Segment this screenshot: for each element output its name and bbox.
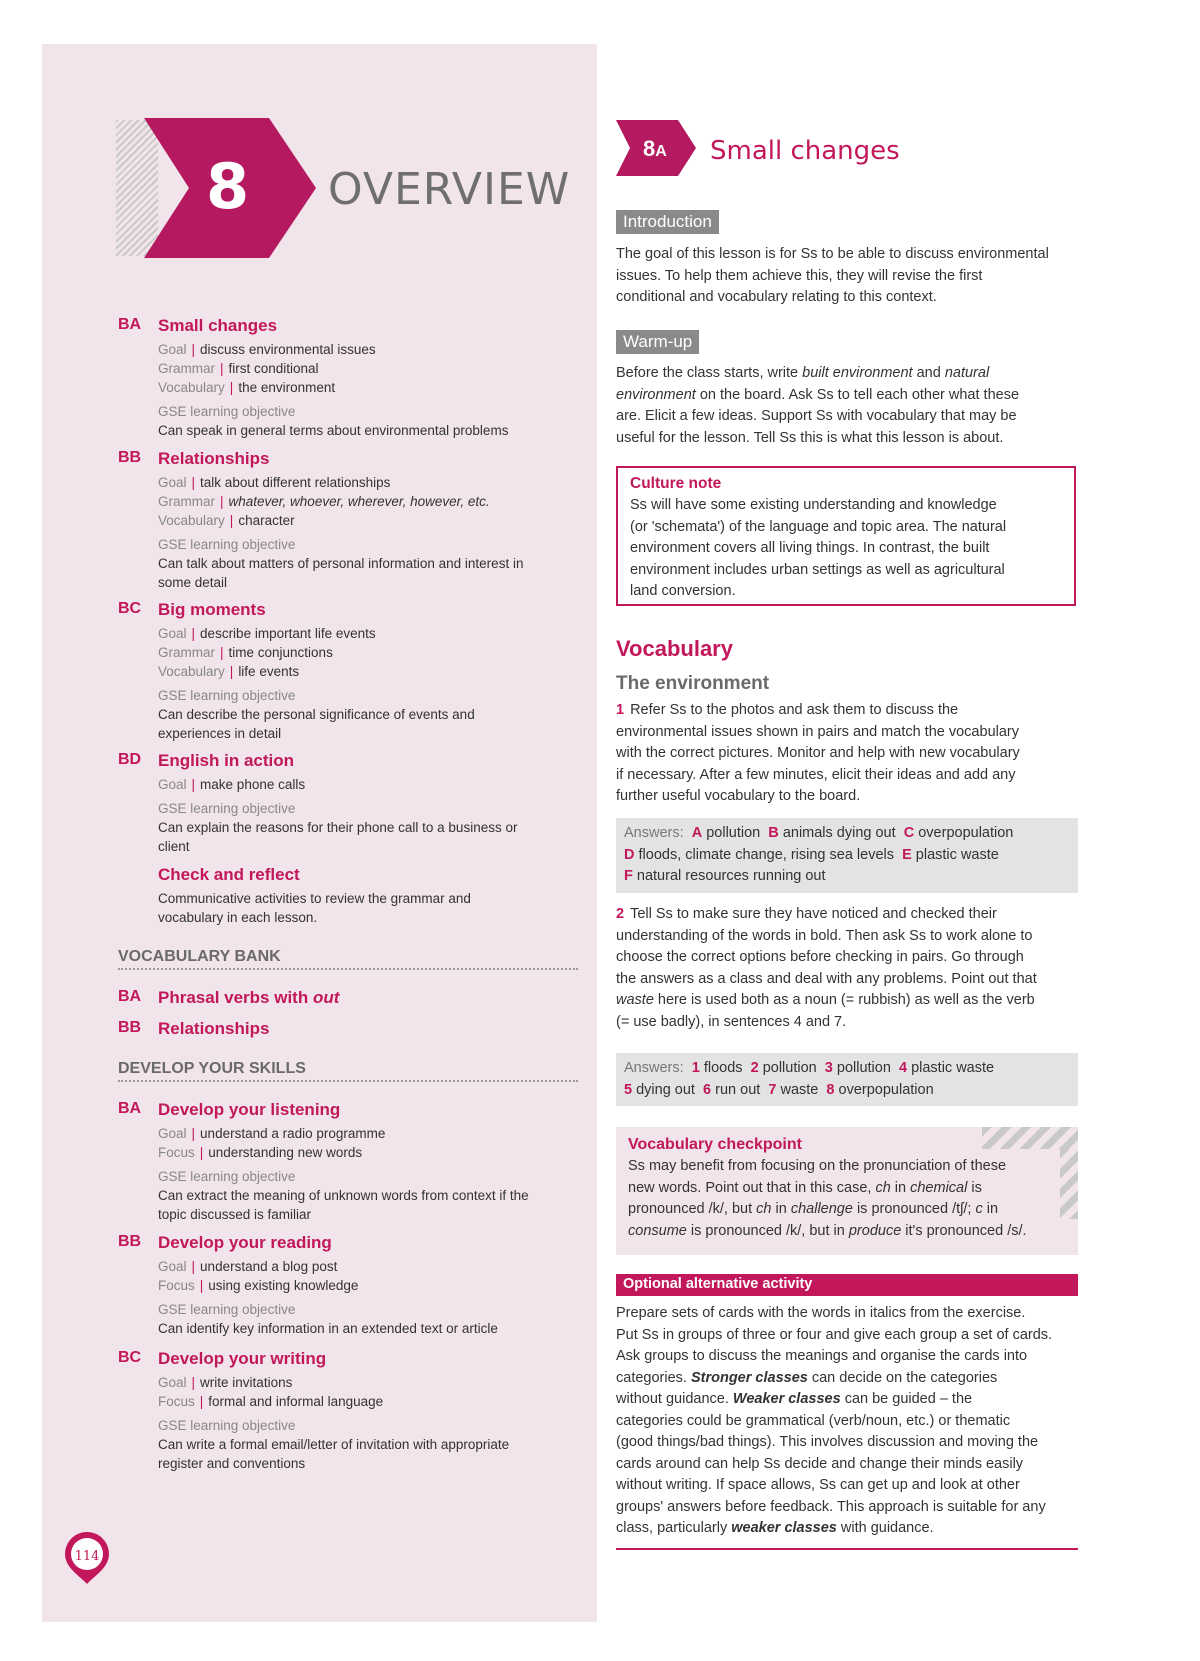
text-line: groups' answers before feedback. This approach is suitable for any	[616, 1498, 1046, 1515]
text-run: pronounced /k/, but	[628, 1201, 757, 1217]
text-run-italic: consume	[628, 1222, 687, 1239]
text-run-italic: built environment	[802, 365, 913, 381]
text-line: useful for the lesson. Tell Ss this is what this lesson is about.	[616, 429, 1004, 446]
text-line: environment includes urban settings as well as agricultural	[630, 561, 1005, 578]
lesson-title: Relationships	[158, 449, 270, 468]
warm-up-tag: Warm-up	[616, 330, 699, 354]
gse-text: Can explain the reasons for their phone call to a business or	[158, 820, 518, 835]
lesson-badge	[643, 136, 667, 162]
grammar-text: whatever, whoever, wherever, however, etc.	[228, 494, 490, 509]
lesson-code: BD	[118, 751, 142, 768]
goal-label: Goal	[158, 1375, 187, 1390]
text-run-italic: environment	[616, 386, 696, 403]
culture-note-heading: Culture note	[630, 475, 722, 492]
item-title: Develop your listening	[158, 1100, 341, 1119]
exercise-2-text	[616, 904, 1078, 1033]
item-code: BA	[118, 988, 142, 1005]
intro-line: conditional and vocabulary relating to this context.	[616, 289, 937, 305]
text-run: class, particularly	[616, 1520, 732, 1536]
answer-key: 2	[750, 1060, 759, 1076]
answer-key: 6	[703, 1081, 712, 1098]
optional-activity-text	[616, 1303, 1078, 1540]
answer-value: animals dying out	[782, 825, 896, 841]
gse-text: Can extract the meaning of unknown words from context if the	[158, 1188, 529, 1203]
develop-skills-heading: DEVELOP YOUR SKILLS	[118, 1060, 578, 1082]
text-run: Before the class starts, write	[616, 365, 803, 381]
goal-text: understand a blog post	[200, 1259, 338, 1274]
gse-text: Can talk about matters of personal information and interest in	[158, 556, 524, 571]
text-run-bold-italic: Weaker classes	[732, 1391, 841, 1407]
gse-text: client	[158, 839, 190, 854]
text-run-italic: waste	[616, 992, 654, 1008]
text-run-bold-italic: Stronger classes	[690, 1369, 808, 1386]
focus-text: understanding new words	[208, 1145, 363, 1160]
answer-key: F	[624, 868, 633, 884]
text-line: without writing. If space allows, Ss can get up and look at other	[616, 1477, 1020, 1493]
answer-key: A	[691, 825, 703, 841]
answer-value: floods	[703, 1060, 743, 1076]
check-reflect-text: Communicative activities to review the grammar and	[158, 891, 471, 906]
answers-label: Answers:	[624, 825, 684, 841]
answer-key: 4	[898, 1060, 908, 1076]
goal-label: Goal	[158, 475, 187, 490]
section-end-rule	[616, 1548, 1078, 1550]
vocabulary-label: Vocabulary	[158, 513, 225, 528]
lesson-title: Small changes	[710, 136, 900, 166]
goal-label: Goal	[158, 342, 187, 357]
gse-text: Can identify key information in an extended text or article	[158, 1321, 498, 1336]
focus-text: formal and informal language	[208, 1394, 384, 1409]
item-code: BB	[118, 1233, 142, 1250]
item-title: Develop your writing	[158, 1349, 327, 1368]
focus-label: Focus	[158, 1394, 195, 1409]
text-run: here is used both as a noun (= rubbish) as well as the verb	[653, 992, 1035, 1008]
text-line: with the correct pictures. Monitor and help with new vocabulary	[616, 745, 1020, 761]
answer-key: 7	[768, 1081, 777, 1098]
hatch-decoration	[1060, 1149, 1078, 1219]
goal-label: Goal	[158, 1259, 187, 1274]
answer-value: overpopulation	[838, 1081, 934, 1098]
grammar-label: Grammar	[158, 361, 215, 376]
focus-label: Focus	[158, 1145, 195, 1160]
vocabulary-label: Vocabulary	[158, 380, 225, 395]
answer-value: waste	[780, 1081, 819, 1098]
badge-letter: A	[655, 143, 667, 160]
answer-key: E	[902, 846, 912, 863]
text-line: Tell Ss to make sure they have noticed and checked their	[630, 906, 997, 922]
item-code: BC	[118, 1349, 142, 1366]
text-run: is pronounced /k/, but in	[686, 1222, 849, 1239]
text-run: on the board. Ask Ss to tell each other what these	[695, 386, 1020, 403]
gse-text: Can speak in general terms about environmental problems	[158, 423, 509, 438]
vocabulary-heading: Vocabulary	[616, 636, 733, 661]
goal-text: talk about different relationships	[200, 475, 391, 490]
answers-box-2	[616, 1053, 1078, 1106]
text-run: categories.	[616, 1369, 691, 1386]
text-run-italic: ch	[875, 1179, 891, 1196]
text-run-bold-italic: weaker classes	[731, 1520, 837, 1536]
optional-activity-heading: Optional alternative activity	[616, 1274, 1078, 1296]
text-run-italic: natural	[944, 365, 990, 381]
text-line: cards around can help Ss decide and change their minds easily	[616, 1455, 1024, 1472]
introduction-tag: Introduction	[616, 210, 719, 234]
unit-number: 8	[206, 150, 250, 223]
gse-label: GSE learning objective	[158, 688, 296, 703]
answer-value: dying out	[636, 1081, 695, 1098]
gse-label: GSE learning objective	[158, 1169, 296, 1184]
text-run: without guidance.	[616, 1391, 733, 1407]
answer-key: C	[903, 825, 915, 841]
text-line: the answers as a class and deal with any problems. Point out that	[616, 970, 1037, 987]
grammar-label: Grammar	[158, 494, 215, 509]
text-line: (= use badly), in sentences 4 and 7.	[616, 1013, 847, 1030]
gse-label: GSE learning objective	[158, 801, 296, 816]
text-run: in	[890, 1179, 911, 1196]
item-title: Relationships	[158, 1019, 270, 1038]
item-title: Phrasal verbs with	[158, 988, 313, 1007]
introduction-text	[616, 244, 1078, 309]
text-run: with guidance.	[836, 1520, 934, 1536]
lesson-title: Big moments	[158, 600, 266, 619]
gse-label: GSE learning objective	[158, 404, 296, 419]
text-line: (or 'schemata') of the language and topic area. The natural	[630, 518, 1007, 535]
check-reflect-title: Check and reflect	[158, 865, 300, 884]
answers-box-1	[616, 818, 1078, 893]
text-line: environmental issues shown in pairs and match the vocabulary	[616, 723, 1019, 740]
lesson-title: Small changes	[158, 316, 278, 335]
goal-text: understand a radio programme	[200, 1126, 386, 1141]
vocabulary-text: the environment	[238, 380, 336, 395]
vocabulary-checkpoint-box	[616, 1127, 1078, 1255]
vocabulary-text: life events	[238, 664, 300, 679]
vocabulary-text: character	[238, 513, 295, 528]
answer-key: 5	[624, 1081, 633, 1098]
exercise-number: 2	[616, 906, 625, 922]
page-number: 114	[74, 1549, 100, 1564]
exercise-number: 1	[616, 702, 625, 718]
goal-text: write invitations	[200, 1375, 293, 1390]
exercise-1-text	[616, 700, 1078, 808]
answer-key: 3	[824, 1060, 833, 1076]
text-run: it's pronounced /s/.	[901, 1222, 1027, 1239]
answer-value: run out	[715, 1081, 761, 1098]
text-line: Prepare sets of cards with the words in italics from the exercise.	[616, 1305, 1026, 1321]
text-line: Refer Ss to the photos and ask them to discuss the	[630, 702, 959, 718]
text-run: new words. Point out that in this case,	[628, 1179, 876, 1196]
focus-label: Focus	[158, 1278, 195, 1293]
gse-text: register and conventions	[158, 1456, 306, 1471]
answer-key: B	[768, 825, 779, 841]
answer-key: 8	[826, 1081, 835, 1098]
text-line: categories could be grammatical (verb/noun, etc.) or thematic	[616, 1412, 1011, 1429]
gse-text: experiences in detail	[158, 726, 282, 741]
lesson-code: BB	[118, 449, 142, 466]
badge-number: 8	[643, 136, 656, 161]
answer-value: natural resources running out	[636, 868, 826, 884]
text-run: in	[982, 1201, 999, 1217]
text-run: is pronounced /tʃ/;	[852, 1201, 976, 1217]
text-line: (good things/bad things). This involves discussion and moving the	[616, 1434, 1039, 1450]
gse-text: Can describe the personal significance of events and	[158, 707, 475, 722]
goal-text: make phone calls	[200, 777, 306, 792]
text-line: Ask groups to discuss the meanings and organise the cards into	[616, 1348, 1028, 1364]
answer-value: pollution	[762, 1060, 817, 1076]
goal-label: Goal	[158, 777, 187, 792]
text-run-italic: challenge	[790, 1201, 853, 1217]
grammar-text: first conditional	[228, 361, 319, 376]
gse-label: GSE learning objective	[158, 537, 296, 552]
goal-text: discuss environmental issues	[200, 342, 376, 357]
text-run: is	[967, 1179, 982, 1196]
overview-heading: OVERVIEW	[328, 164, 571, 215]
item-code: BA	[118, 1100, 142, 1117]
text-run: in	[771, 1201, 791, 1217]
gse-text: Can write a formal email/letter of invitation with appropriate	[158, 1437, 510, 1452]
text-run-italic: c	[975, 1201, 983, 1217]
intro-line: The goal of this lesson is for Ss to be able to discuss environmental	[616, 246, 1049, 262]
text-line: further useful vocabulary to the board.	[616, 788, 861, 804]
goal-label: Goal	[158, 626, 187, 641]
goal-label: Goal	[158, 1126, 187, 1141]
culture-note-box	[616, 466, 1076, 606]
text-line: environment covers all living things. In contrast, the built	[630, 540, 990, 556]
text-line: choose the correct options before checking in pairs. Go through	[616, 949, 1024, 965]
answer-value: pollution	[836, 1060, 891, 1076]
text-line: if necessary. After a few minutes, elicit their ideas and add any	[616, 766, 1016, 783]
answer-key: D	[624, 846, 635, 863]
text-run-italic: chemical	[910, 1179, 968, 1196]
gse-label: GSE learning objective	[158, 1302, 296, 1317]
gse-text: some detail	[158, 575, 228, 590]
vocabulary-subheading: The environment	[616, 673, 770, 694]
text-run: can decide on the categories	[807, 1369, 998, 1386]
item-code: BB	[118, 1019, 142, 1036]
answer-value: floods, climate change, rising sea levels	[638, 846, 895, 863]
grammar-text: time conjunctions	[228, 645, 333, 660]
hatch-decoration	[982, 1127, 1078, 1149]
text-line: understanding of the words in bold. Then ask Ss to work alone to	[616, 927, 1033, 944]
text-line: Put Ss in groups of three or four and give each group a set of cards.	[616, 1326, 1053, 1343]
text-line: Ss may benefit from focusing on the pronunciation of these	[628, 1158, 1007, 1174]
check-reflect-text: vocabulary in each lesson.	[158, 910, 318, 925]
focus-text: using existing knowledge	[208, 1278, 359, 1293]
intro-line: issues. To help them achieve this, they will revise the first	[616, 267, 983, 284]
vocabulary-label: Vocabulary	[158, 664, 225, 679]
grammar-label: Grammar	[158, 645, 215, 660]
text-line: land conversion.	[630, 583, 736, 599]
text-run: can be guided – the	[840, 1391, 973, 1407]
answers-label: Answers:	[624, 1060, 684, 1076]
answer-value: pollution	[706, 825, 761, 841]
text-run: and	[912, 365, 945, 381]
answer-value: plastic waste	[911, 1060, 995, 1076]
answer-value: overpopulation	[918, 825, 1014, 841]
item-title-italic: out	[312, 988, 340, 1007]
answer-key: 1	[691, 1060, 700, 1076]
checkpoint-heading: Vocabulary checkpoint	[628, 1136, 802, 1153]
goal-text: describe important life events	[200, 626, 376, 641]
lesson-title: English in action	[158, 751, 295, 770]
text-run-italic: ch	[756, 1201, 772, 1217]
warm-up-text	[616, 363, 1078, 449]
text-run-italic: produce	[848, 1222, 902, 1239]
gse-text: topic discussed is familiar	[158, 1207, 312, 1222]
lesson-code: BA	[118, 316, 142, 333]
gse-label: GSE learning objective	[158, 1418, 296, 1433]
lesson-code: BC	[118, 600, 142, 617]
item-title: Develop your reading	[158, 1233, 332, 1252]
vocabulary-bank-heading: VOCABULARY BANK	[118, 948, 578, 970]
text-line: Ss will have some existing understanding and knowledge	[630, 497, 997, 513]
answer-value: plastic waste	[915, 846, 999, 863]
text-line: are. Elicit a few ideas. Support Ss with vocabulary that may be	[616, 408, 1017, 424]
